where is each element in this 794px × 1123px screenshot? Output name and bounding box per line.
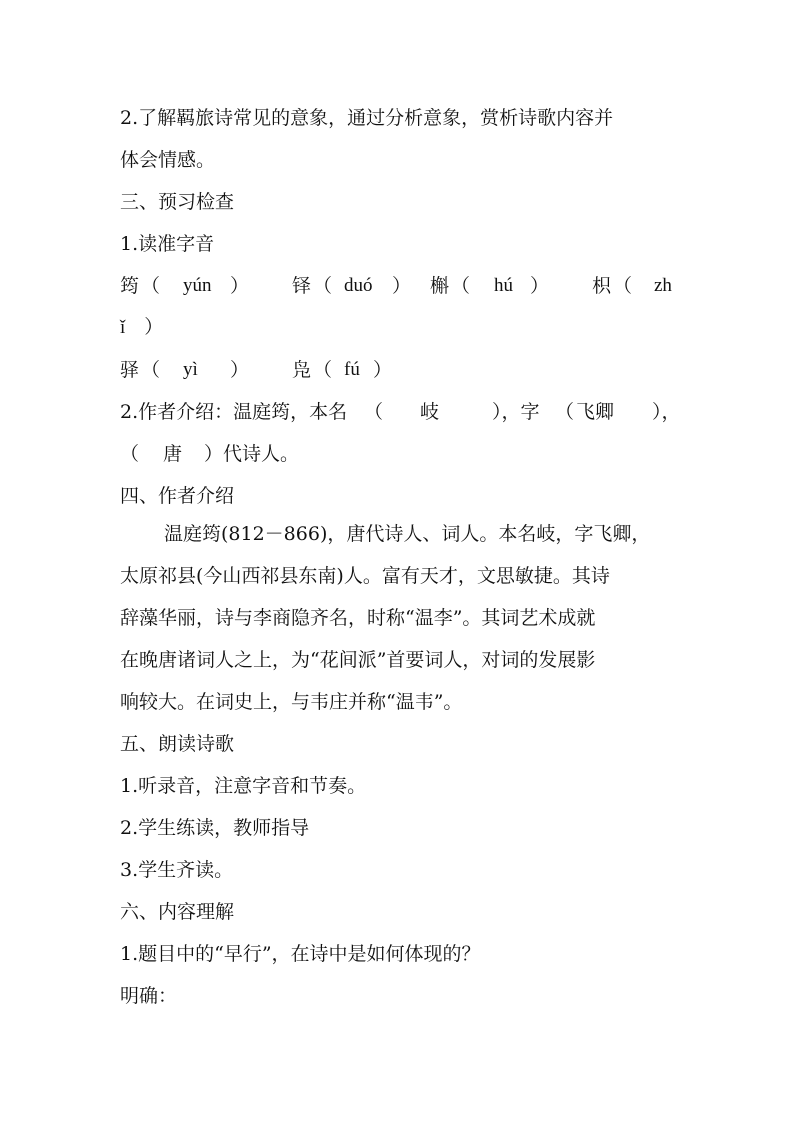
paren-close-zi: ），字 xyxy=(492,401,540,423)
section-heading-preview-check: 三、预习检查 xyxy=(120,191,235,213)
dynasty-suffix: ）代诗人。 xyxy=(204,443,300,465)
paren-close: ） xyxy=(373,359,393,381)
reading-step-2: 2.学生练读，教师指导 xyxy=(120,817,310,839)
paren-open: （ xyxy=(613,275,633,297)
pinyin-char: 筠 xyxy=(120,275,140,297)
paren-open: （ xyxy=(555,401,575,423)
paren-close: ） xyxy=(230,359,250,381)
section-heading-comprehension: 六、内容理解 xyxy=(120,901,235,923)
author-paragraph-line-3: 辞藻华丽，诗与李商隐齐名，时称“温李”。其词艺术成就 xyxy=(120,607,596,629)
section-heading-author: 四、作者介绍 xyxy=(120,485,235,507)
pinyin-answer: yì xyxy=(183,359,198,380)
paren-open: （ xyxy=(141,275,161,297)
question-1: 1.题目中的“早行”，在诗中是如何体现的？ xyxy=(120,943,481,965)
paren-close: ） xyxy=(392,275,412,297)
reading-step-3: 3.学生齐读。 xyxy=(120,859,234,881)
pinyin-char: 槲 xyxy=(430,275,450,297)
pinyin-answer: fú xyxy=(344,359,360,380)
pinyin-char: 驿 xyxy=(120,359,140,381)
pinyin-char: 凫 xyxy=(292,359,312,381)
author-zi-answer: 飞卿 xyxy=(576,401,615,423)
answer-label: 明确： xyxy=(120,985,178,1007)
paren-open: （ xyxy=(141,359,161,381)
paren-close: ）， xyxy=(652,401,681,423)
pinyin-answer: zh xyxy=(654,275,672,296)
paren-close: ） xyxy=(230,275,250,297)
author-paragraph-line-2: 太原祁县(今山西祁县东南)人。富有天才，文思敏捷。其诗 xyxy=(120,565,610,587)
subheading-pronunciation: 1.读准字音 xyxy=(120,233,215,255)
paren-open: （ xyxy=(313,359,333,381)
author-paragraph-line-5: 响较大。在词史上，与韦庄并称“温韦”。 xyxy=(120,691,463,713)
paren-open: （ xyxy=(120,443,140,465)
paren-close: ） xyxy=(530,275,550,297)
pinyin-wrap-line: ǐ ） xyxy=(120,317,164,338)
paren-open: （ xyxy=(364,401,384,423)
paren-open: （ xyxy=(451,275,471,297)
paren-open: （ xyxy=(313,275,333,297)
author-paragraph-line-1: 温庭筠(812－866)，唐代诗人、词人。本名岐，字飞卿， xyxy=(164,523,651,545)
author-paragraph-line-4: 在晚唐诸词人之上，为“花间派”首要词人，对词的发展影 xyxy=(120,649,596,671)
pinyin-char: 铎 xyxy=(292,275,312,297)
reading-step-1: 1.听录音，注意字音和节奏。 xyxy=(120,775,367,797)
author-intro-lead: 2.作者介绍：温庭筠，本名 xyxy=(120,401,348,423)
pinyin-char: 枳 xyxy=(592,275,612,297)
dynasty-answer: 唐 xyxy=(163,443,183,465)
author-name-answer: 岐 xyxy=(420,401,440,423)
objective-line-1: 2.了解羁旅诗常见的意象，通过分析意象，赏析诗歌内容并 xyxy=(120,107,614,129)
pinyin-answer: yún xyxy=(183,275,212,296)
pinyin-answer: duó xyxy=(344,275,373,296)
objective-line-2: 体会情感。 xyxy=(120,149,216,171)
section-heading-reading: 五、朗读诗歌 xyxy=(120,733,235,755)
pinyin-answer: hú xyxy=(494,275,513,296)
